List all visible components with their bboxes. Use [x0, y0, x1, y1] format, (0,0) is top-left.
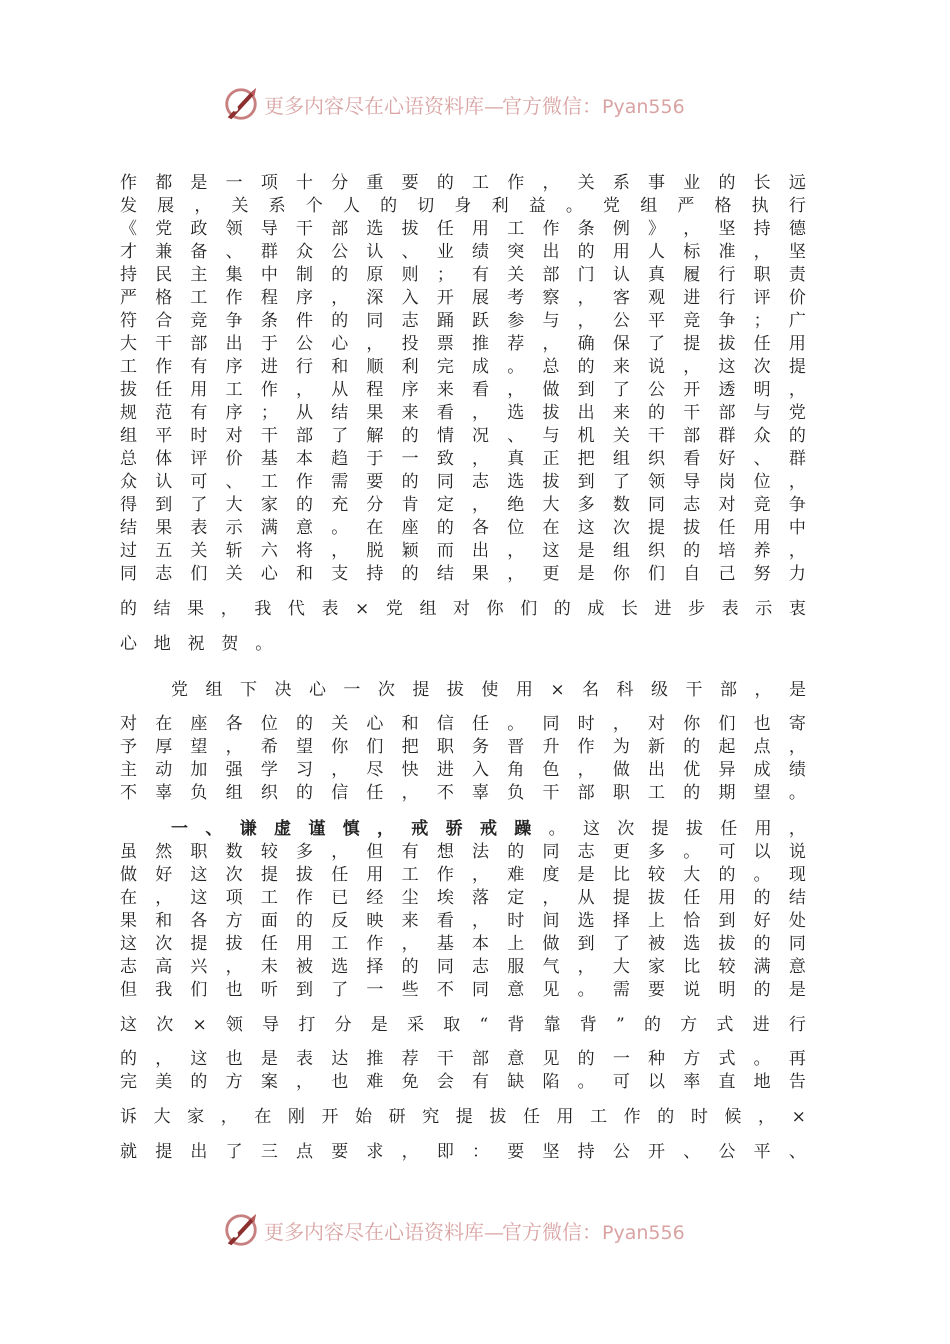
text-line: 的 ， 这 也 是 表 达 推 荐 干 部 意 见 的 一 种 方 式 。 再	[120, 1049, 806, 1069]
banner-dash: —	[484, 93, 502, 118]
banner-wechat-id: Pyan556	[602, 1221, 685, 1244]
text-line: 在 ， 这 项 工 作 已 经 尘 埃 落 定 ， 从 提 拔 任 用 的 结	[120, 888, 806, 908]
text-line: 这 次 提 拔 任 用 工 作 ， 基 本 上 做 到 了 被 选 拔 的 同	[120, 934, 806, 954]
banner-wechat-label: 官方微信：	[502, 93, 602, 118]
text-line: 结 果 表 示 满 意 。 在 座 的 各 位 在 这 次 提 拔 任 用 中	[120, 518, 806, 538]
text-line: 果 和 各 方 面 的 反 映 来 看 ， 时 间 选 择 上 恰 到 好 处	[120, 911, 806, 931]
banner-wechat-label: 官方微信：	[502, 1219, 602, 1244]
text-line: 但 我 们 也 听 到 了 一 些 不 同 意 见 。 需 要 说 明 的 是	[120, 980, 806, 1000]
text-line: 一 、 谦 虚 谨 慎 ， 戒 骄 戒 躁 。 这 次 提 拔 任 用 ，	[171, 819, 806, 839]
text-line: 得 到 了 大 家 的 充 分 肯 定 ， 绝 大 多 数 同 志 对 竞 争	[120, 495, 806, 515]
text-line: 符 合 竞 争 条 件 的 同 志 踊 跃 参 与 ， 公 平 竞 争 ； 广	[120, 311, 806, 331]
text-line: 完 美 的 方 案 ， 也 难 免 会 有 缺 陷 。 可 以 率 直 地 告	[120, 1072, 806, 1092]
text-line: 同 志 们 关 心 和 支 持 的 结 果 ， 更 是 你 们 自 己 努 力	[120, 564, 806, 584]
footer-watermark-banner	[0, 1208, 950, 1252]
text-line: 大 干 部 出 于 公 心 ， 投 票 推 荐 ， 确 保 了 提 拔 任 用	[120, 334, 806, 354]
banner-wechat-id: Pyan556	[602, 95, 685, 118]
text-line: 持 民 主 集 中 制 的 原 则 ； 有 关 部 门 认 真 履 行 职 责	[120, 265, 806, 285]
text-line: 严 格 工 作 程 序 ， 深 入 开 展 考 察 ， 客 观 进 行 评 价	[120, 288, 806, 308]
text-line: 予 厚 望 ， 希 望 你 们 把 职 务 晋 升 作 为 新 的 起 点 ，	[120, 737, 806, 757]
text-line: 对 在 座 各 位 的 关 心 和 信 任 。 同 时 ， 对 你 们 也 寄	[120, 714, 806, 734]
text-line: 组 平 时 对 干 部 了 解 的 情 况 、 与 机 关 干 部 群 众 的	[120, 426, 806, 446]
banner-title: 更多内容尽在心语资料库	[264, 1219, 484, 1244]
text-line: 过 五 关 斩 六 将 ， 脱 颖 而 出 ， 这 是 组 织 的 培 养 ，	[120, 541, 806, 561]
banner-title: 更多内容尽在心语资料库	[264, 93, 484, 118]
text-line: 诉 大 家 ， 在 刚 开 始 研 究 提 拔 任 用 工 作 的 时 候 ， ×	[120, 1107, 806, 1127]
text-line: 不 辜 负 组 织 的 信 任 ， 不 辜 负 干 部 职 工 的 期 望 。	[120, 783, 806, 803]
text-line: 工 作 有 序 进 行 和 顺 利 完 成 。 总 的 来 说 ， 这 次 提	[120, 357, 806, 377]
text-line: 党 组 下 决 心 一 次 提 拔 使 用 × 名 科 级 干 部 ， 是	[171, 680, 806, 700]
text-line: 《 党 政 领 导 干 部 选 拔 任 用 工 作 条 例 》 ， 坚 持 德	[120, 219, 806, 239]
quill-logo-icon	[222, 1211, 260, 1249]
text-line: 拔 任 用 工 作 ， 从 程 序 来 看 ， 做 到 了 公 开 透 明 ，	[120, 380, 806, 400]
text-line: 的 结 果 ， 我 代 表 × 党 组 对 你 们 的 成 长 进 步 表 示 衷	[120, 599, 806, 619]
text-line: 虽 然 职 数 较 多 ， 但 有 想 法 的 同 志 更 多 。 可 以 说	[120, 842, 806, 862]
text-line: 才 兼 备 、 群 众 公 认 、 业 绩 突 出 的 用 人 标 准 ， 坚	[120, 242, 806, 262]
text-line: 志 高 兴 ， 未 被 选 择 的 同 志 服 气 ， 大 家 比 较 满 意	[120, 957, 806, 977]
footer-banner-text	[264, 1216, 685, 1245]
text-line: 做 好 这 次 提 拔 任 用 工 作 ， 难 度 是 比 较 大 的 。 现	[120, 865, 806, 885]
banner-dash: —	[484, 1219, 502, 1244]
text-line: 规 范 有 序 ； 从 结 果 来 看 ， 选 拔 出 来 的 干 部 与 党	[120, 403, 806, 423]
text-line: 心 地 祝 贺 。	[120, 634, 273, 654]
text-line: 发 展 ， 关 系 个 人 的 切 身 利 益 。 党 组 严 格 执 行	[120, 196, 806, 216]
text-line: 众 认 可 、 工 作 需 要 的 同 志 选 拔 到 了 领 导 岗 位 ，	[120, 472, 806, 492]
text-line: 就 提 出 了 三 点 要 求 ， 即 ： 要 坚 持 公 开 、 公 平 、	[120, 1142, 806, 1162]
text-line: 这 次 × 领 导 打 分 是 采 取 “ 背 靠 背 ” 的 方 式 进 行	[120, 1015, 806, 1035]
text-line: 总 体 评 价 基 本 趋 于 一 致 ， 真 正 把 组 织 看 好 、 群	[120, 449, 806, 469]
text-line: 作 都 是 一 项 十 分 重 要 的 工 作 ， 关 系 事 业 的 长 远	[120, 173, 806, 193]
text-line: 主 动 加 强 学 习 ， 尽 快 进 入 角 色 ， 做 出 优 异 成 绩	[120, 760, 806, 780]
